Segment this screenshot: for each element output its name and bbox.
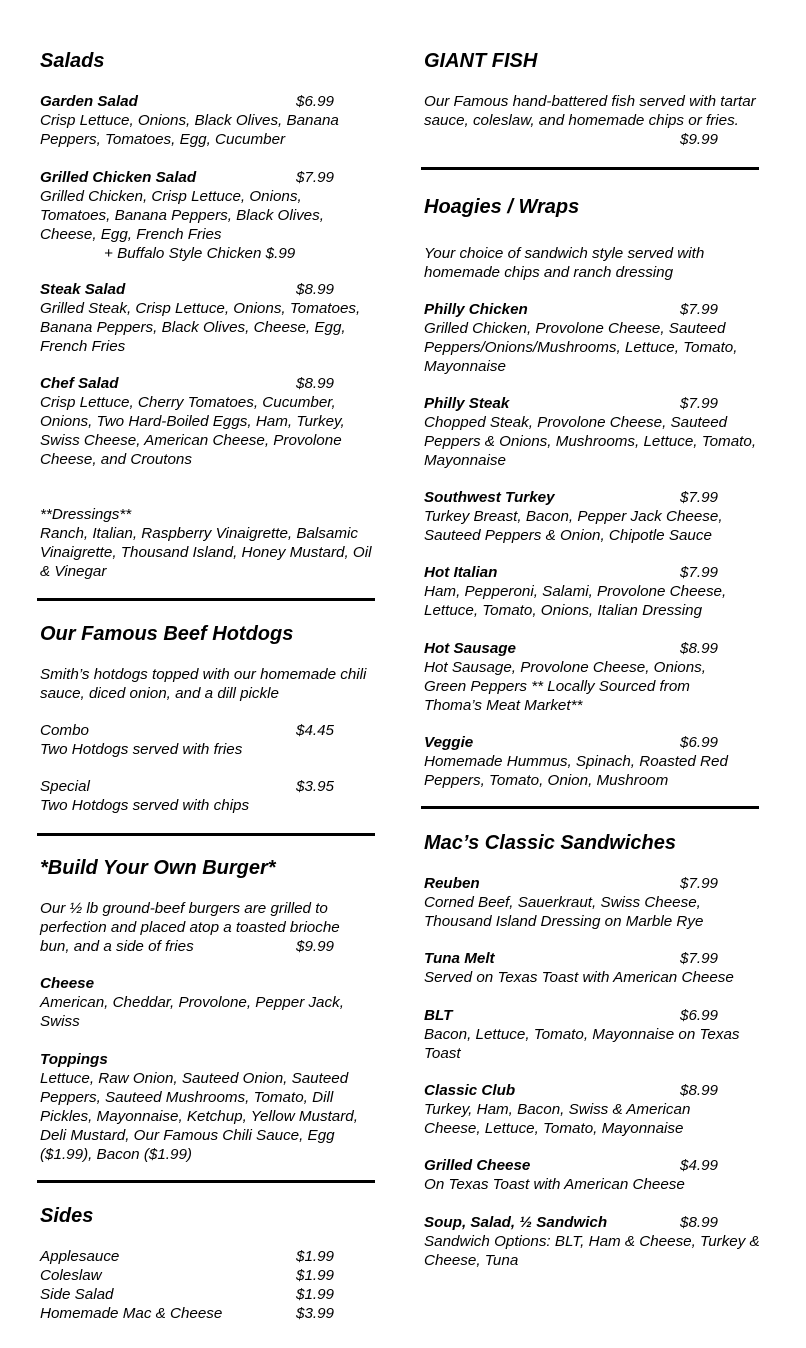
item-price: $7.99 (680, 875, 719, 892)
menu-item-special (40, 777, 376, 815)
section-title-hotdogs: Our Famous Beef Hotdogs (40, 623, 294, 645)
dressings-block (40, 505, 376, 581)
item-price: $6.99 (680, 1007, 719, 1024)
sides-list (40, 1247, 376, 1323)
menu-item-philly-steak (424, 394, 760, 470)
item-price: $9.99 (680, 131, 719, 148)
burger-toppings-options (40, 1050, 376, 1164)
section-title-hoagies: Hoagies / Wraps (424, 196, 580, 218)
burger-intro: Our ½ lb ground-beef burgers are grilled to perfection and placed atop a toasted brioche bun, and a side of fries $9.99 (40, 900, 340, 955)
item-description: Bacon, Lettuce, Tomato, Mayonnaise on Texas Toast (424, 1026, 740, 1062)
burger-price: $9.99 (296, 938, 335, 955)
item-price: $7.99 (296, 169, 335, 186)
item-price: $8.99 (680, 1214, 719, 1231)
item-name: Reuben (424, 875, 480, 892)
section-divider (421, 167, 759, 170)
menu-item-hot-italian (424, 563, 760, 620)
item-name: Combo (40, 722, 89, 739)
item-price: $6.99 (296, 93, 335, 110)
item-name: Southwest Turkey (424, 489, 555, 506)
item-description: Homemade Hummus, Spinach, Roasted Red Peppers, Tomato, Onion, Mushroom (424, 753, 728, 789)
menu-item-classic-club (424, 1081, 760, 1138)
item-description: Turkey, Ham, Bacon, Swiss & American Cheese, Lettuce, Tomato, Mayonnaise (424, 1101, 691, 1137)
item-description: Grilled Steak, Crisp Lettuce, Onions, Tomatoes, Banana Peppers, Black Olives, Cheese, Egg, French Fries (40, 300, 361, 355)
item-name: Homemade Mac & Cheese (40, 1305, 223, 1322)
menu-item-southwest-turkey (424, 488, 760, 545)
toppings-list: Lettuce, Raw Onion, Sauteed Onion, Sauteed Peppers, Sauteed Mushrooms, Tomato, Dill Pickles, Mayonnaise, Ketchup, Yellow Mustard, Deli Mustard, Our Famous Chili Sauce, Egg ($1.99), Bacon ($1.99) (40, 1070, 358, 1163)
menu-item-tuna-melt (424, 949, 760, 987)
menu-item-blt (424, 1006, 760, 1063)
item-price: $4.99 (680, 1157, 719, 1174)
item-price: $1.99 (296, 1267, 335, 1284)
item-name: Side Salad (40, 1286, 114, 1303)
item-name: BLT (424, 1007, 453, 1024)
item-name: Classic Club (424, 1082, 516, 1099)
item-description: Our Famous hand-battered fish served with tartar sauce, coleslaw, and homemade chips or fries. (424, 93, 756, 129)
item-description: Grilled Chicken, Crisp Lettuce, Onions, Tomatoes, Banana Peppers, Black Olives, Cheese, Egg, French Fries (40, 188, 324, 243)
item-name: Tuna Melt (424, 950, 495, 967)
item-price: $3.99 (296, 1305, 335, 1322)
menu-item-combo (40, 721, 376, 759)
menu-item-philly-chicken (424, 300, 760, 376)
item-price: $6.99 (680, 734, 719, 751)
item-description: Grilled Chicken, Provolone Cheese, Sauteed Peppers/Onions/Mushrooms, Lettuce, Tomato, Mayonnaise (424, 320, 738, 375)
item-name: Special (40, 778, 90, 795)
item-price: $1.99 (296, 1248, 335, 1265)
section-title-burger: *Build Your Own Burger* (40, 857, 276, 879)
item-price: $8.99 (680, 640, 719, 657)
item-description: Turkey Breast, Bacon, Pepper Jack Cheese, Sauteed Peppers & Onion, Chipotle Sauce (424, 508, 723, 544)
menu-item-reuben (424, 874, 760, 931)
section-divider (37, 833, 375, 836)
section-title-sides: Sides (40, 1205, 94, 1227)
dressings-list: Ranch, Italian, Raspberry Vinaigrette, Balsamic Vinaigrette, Thousand Island, Honey Mustard, Oil & Vinegar (40, 525, 372, 580)
item-description: On Texas Toast with American Cheese (424, 1176, 685, 1193)
section-divider (37, 598, 375, 601)
item-price: $7.99 (680, 301, 719, 318)
item-price: $1.99 (296, 1286, 335, 1303)
menu-item-garden-salad (40, 92, 376, 149)
item-name: Garden Salad (40, 93, 138, 110)
item-price: $7.99 (680, 489, 719, 506)
item-price: $3.95 (296, 778, 335, 795)
item-name: Steak Salad (40, 281, 126, 298)
section-title-fish: GIANT FISH (424, 50, 538, 72)
item-name: Hot Italian (424, 564, 498, 581)
item-name: Hot Sausage (424, 640, 516, 657)
item-name: Coleslaw (40, 1267, 102, 1284)
section-divider (421, 806, 759, 809)
burger-cheese-options (40, 974, 376, 1031)
side-item (40, 1285, 376, 1304)
item-description: Chopped Steak, Provolone Cheese, Sauteed Peppers & Onions, Mushrooms, Lettuce, Tomato, Mayonnaise (424, 414, 757, 469)
cheese-list: American, Cheddar, Provolone, Pepper Jack, Swiss (40, 994, 344, 1030)
cheese-title: Cheese (40, 975, 95, 992)
item-price: $8.99 (296, 375, 335, 392)
item-addon: + Buffalo Style Chicken $.99 (104, 245, 296, 262)
item-name: Veggie (424, 734, 474, 751)
menu-item-steak-salad (40, 280, 376, 356)
item-description: Two Hotdogs served with chips (40, 797, 250, 814)
menu-item-grilled-chicken-salad (40, 168, 376, 263)
item-description: Crisp Lettuce, Cherry Tomatoes, Cucumber, Onions, Two Hard-Boiled Eggs, Ham, Turkey, Swiss Cheese, American Cheese, Provolone Cheese, and Croutons (40, 394, 345, 468)
item-description: Hot Sausage, Provolone Cheese, Onions, Green Peppers ** Locally Sourced from Thoma’s Meat Market** (424, 659, 706, 714)
item-name: Grilled Chicken Salad (40, 169, 197, 186)
item-description: Sandwich Options: BLT, Ham & Cheese, Turkey & Cheese, Tuna (424, 1233, 760, 1269)
item-description: Corned Beef, Sauerkraut, Swiss Cheese, Thousand Island Dressing on Marble Rye (424, 894, 704, 930)
item-name: Philly Steak (424, 395, 510, 412)
hotdogs-intro: Smith’s hotdogs topped with our homemade chili sauce, diced onion, and a dill pickle (40, 666, 367, 702)
item-description: Crisp Lettuce, Onions, Black Olives, Banana Peppers, Tomatoes, Egg, Cucumber (40, 112, 339, 148)
section-title-sandwiches: Mac’s Classic Sandwiches (424, 832, 676, 854)
toppings-title: Toppings (40, 1051, 108, 1068)
menu-item-giant-fish (424, 92, 760, 148)
item-price: $4.45 (296, 722, 335, 739)
dressings-title: **Dressings** (40, 506, 132, 523)
item-description: Ham, Pepperoni, Salami, Provolone Cheese, Lettuce, Tomato, Onions, Italian Dressing (424, 583, 727, 619)
item-name: Grilled Cheese (424, 1157, 531, 1174)
menu-item-chef-salad (40, 374, 376, 469)
item-name: Philly Chicken (424, 301, 528, 318)
item-name: Applesauce (40, 1248, 120, 1265)
item-price: $8.99 (680, 1082, 719, 1099)
item-name: Chef Salad (40, 375, 119, 392)
item-price: $8.99 (296, 281, 335, 298)
item-description: Two Hotdogs served with fries (40, 741, 243, 758)
side-item (40, 1304, 376, 1323)
item-price: $7.99 (680, 950, 719, 967)
menu-item-grilled-cheese (424, 1156, 760, 1194)
hoagies-intro: Your choice of sandwich style served with homemade chips and ranch dressing (424, 245, 705, 281)
side-item (40, 1247, 376, 1266)
side-item (40, 1266, 376, 1285)
section-title-salads: Salads (40, 50, 105, 72)
section-divider (37, 1180, 375, 1183)
item-name: Soup, Salad, ½ Sandwich (424, 1214, 608, 1231)
menu-item-soup-salad-half-sandwich (424, 1213, 760, 1270)
item-description: Served on Texas Toast with American Cheese (424, 969, 734, 986)
menu-item-veggie (424, 733, 760, 790)
item-price: $7.99 (680, 564, 719, 581)
menu-item-hot-sausage (424, 639, 760, 715)
item-price: $7.99 (680, 395, 719, 412)
